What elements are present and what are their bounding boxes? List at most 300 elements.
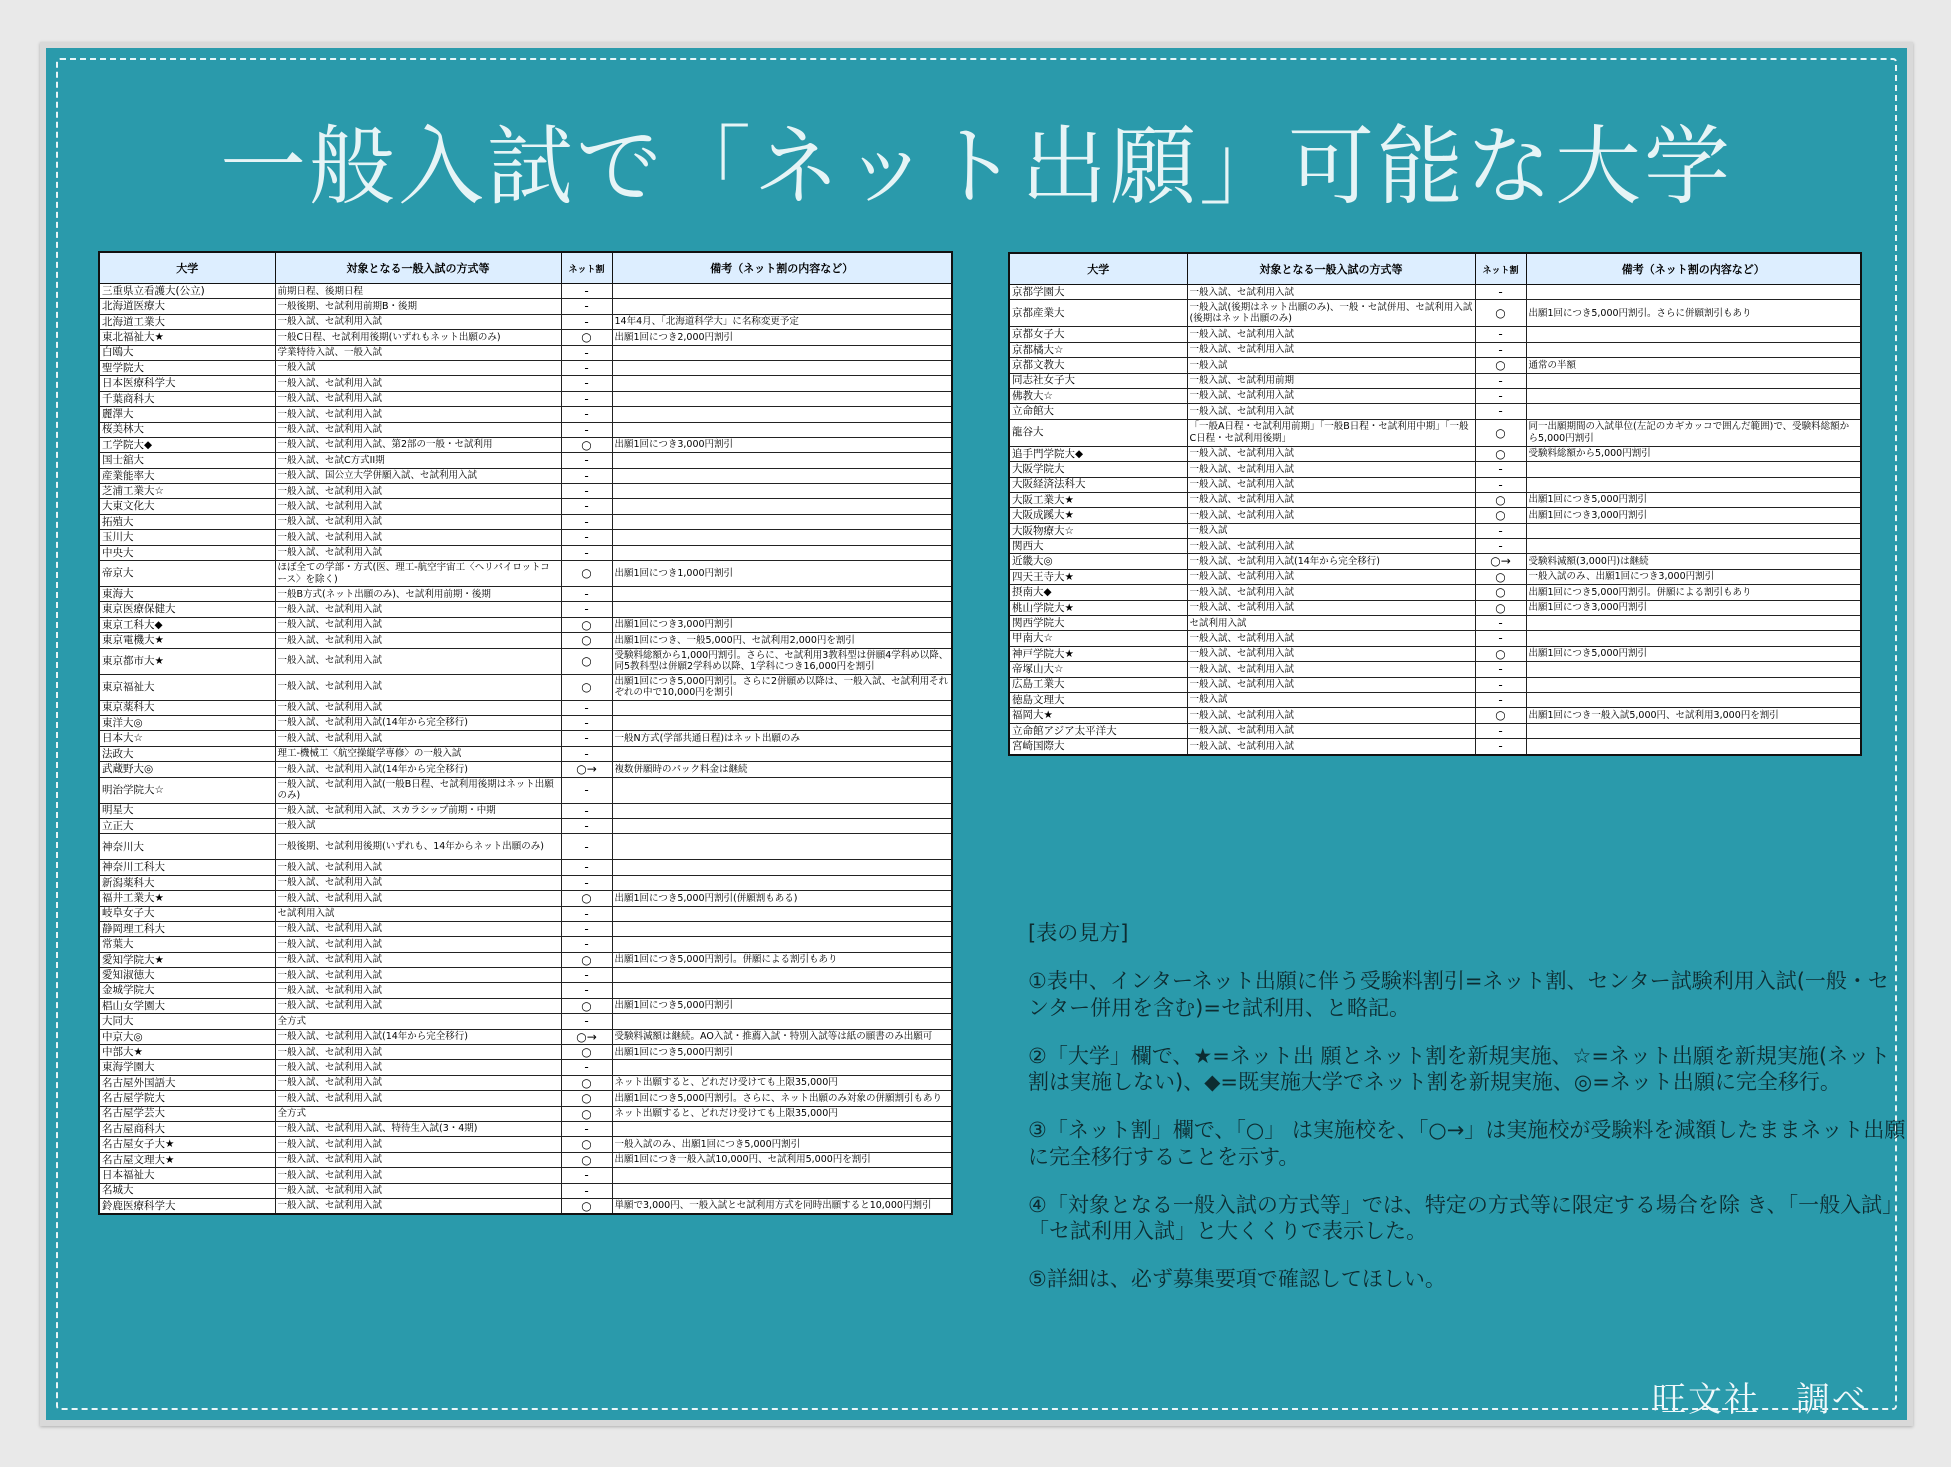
table-row — [99, 376, 952, 391]
remarks-cell — [612, 602, 952, 617]
university-cell: 名古屋文理大★ — [99, 1152, 275, 1167]
university-cell: 北海道工業大 — [99, 314, 275, 329]
university-cell: 関西大 — [1009, 539, 1187, 554]
remarks-cell — [612, 860, 952, 875]
remarks-cell — [612, 514, 952, 529]
method-cell: 一般入試、セ試利用入試 — [275, 700, 561, 715]
remarks-cell — [1526, 327, 1861, 342]
university-cell: 愛知淑徳大 — [99, 968, 275, 983]
header-net-discount: ネット割 — [1475, 253, 1526, 285]
remarks-cell — [1526, 462, 1861, 477]
net-discount-cell: ○ — [1475, 569, 1526, 584]
table-row — [1009, 708, 1861, 723]
university-cell: 法政大 — [99, 746, 275, 761]
net-discount-cell: - — [561, 700, 612, 715]
university-cell: 東洋大◎ — [99, 715, 275, 730]
remarks-cell — [612, 1014, 952, 1029]
net-discount-cell: - — [1475, 523, 1526, 538]
net-discount-cell: - — [561, 1183, 612, 1198]
table-row — [1009, 723, 1861, 738]
table-row — [99, 983, 952, 998]
university-cell: 東京工科大◆ — [99, 617, 275, 632]
net-discount-cell: ○→ — [1475, 554, 1526, 569]
net-discount-cell: ○ — [561, 330, 612, 345]
remarks-cell: 受験料減額は継続。AO入試・推薦入試・特別入試等は紙の願書のみ出願可 — [612, 1029, 952, 1044]
university-cell: 神奈川大 — [99, 834, 275, 860]
net-discount-cell: - — [561, 715, 612, 730]
remarks-cell: 一般N方式(学部共通日程)はネット出願のみ — [612, 731, 952, 746]
university-cell: 名古屋学院大 — [99, 1091, 275, 1106]
note-1: ①表中、インターネット出願に伴う受験料割引=ネット割、センター試験利用入試(一般・センター併用を含む)=セ試利用、と略記。 — [1028, 969, 1889, 1020]
table-row — [1009, 373, 1861, 388]
net-discount-cell: ○ — [561, 1137, 612, 1152]
table-row — [99, 777, 952, 803]
note-4: ④「対象となる一般入試の方式等」では、特定の方式等に限定する場合を除 き、「一般入試」「セ試利用入試」と大くくりで表示した。 — [1028, 1192, 1904, 1243]
table-row — [99, 484, 952, 499]
remarks-cell — [612, 360, 952, 375]
net-discount-cell: ○ — [561, 1106, 612, 1121]
university-cell: 金城学院大 — [99, 983, 275, 998]
table-row — [99, 1075, 952, 1090]
net-discount-cell: - — [561, 746, 612, 761]
net-discount-cell: - — [561, 391, 612, 406]
university-cell: 神奈川工科大 — [99, 860, 275, 875]
method-cell: 一般入試、セ試利用入試 — [275, 1075, 561, 1090]
remarks-cell — [612, 834, 952, 860]
university-cell: 武蔵野大◎ — [99, 762, 275, 777]
method-cell: 一般後期、セ試利用前期B・後期 — [275, 299, 561, 314]
remarks-cell — [612, 499, 952, 514]
table-row — [1009, 508, 1861, 523]
remarks-cell: 同一出願期間の入試単位(左記のカギカッコで囲んだ範囲)で、受験料総額から5,000円割引 — [1526, 419, 1861, 446]
table-row — [1009, 739, 1861, 755]
net-discount-cell: ○ — [561, 1152, 612, 1167]
university-cell: 拓殖大 — [99, 514, 275, 529]
university-cell: 椙山女学園大 — [99, 998, 275, 1013]
remarks-cell: 出願1回につき5,000円割引 — [612, 998, 952, 1013]
net-discount-cell: - — [561, 314, 612, 329]
university-cell: 桃山学院大★ — [1009, 600, 1187, 615]
table-row — [1009, 569, 1861, 584]
table-row — [99, 803, 952, 818]
university-cell: 京都橘大☆ — [1009, 342, 1187, 357]
remarks-cell: 通常の半額 — [1526, 358, 1861, 373]
university-cell: 大阪学院大 — [1009, 462, 1187, 477]
table-row — [1009, 477, 1861, 492]
remarks-cell — [612, 468, 952, 483]
method-cell: 一般入試、セ試利用入試 — [275, 422, 561, 437]
remarks-cell — [612, 937, 952, 952]
left-university-table — [98, 251, 953, 1215]
left-table-body — [99, 284, 952, 1215]
table-row — [99, 715, 952, 730]
table-row — [99, 1029, 952, 1044]
university-cell: 産業能率大 — [99, 468, 275, 483]
remarks-cell — [612, 921, 952, 936]
table-row — [99, 937, 952, 952]
table-row — [99, 906, 952, 921]
method-cell: 一般入試、セ試利用入試 — [1187, 462, 1475, 477]
university-cell: 東北福祉大★ — [99, 330, 275, 345]
university-cell: 芝浦工業大☆ — [99, 484, 275, 499]
table-row — [1009, 554, 1861, 569]
header-university: 大学 — [1009, 253, 1187, 285]
net-discount-cell: - — [1475, 327, 1526, 342]
university-cell: 名古屋女子大★ — [99, 1137, 275, 1152]
net-discount-cell: ○ — [561, 1075, 612, 1090]
net-discount-cell: ○ — [1475, 492, 1526, 507]
university-cell: 宮崎国際大 — [1009, 739, 1187, 755]
university-cell: 神戸学院大★ — [1009, 646, 1187, 661]
method-cell: 一般入試、セ試利用入試 — [275, 860, 561, 875]
method-cell: 一般入試、セ試利用入試 — [275, 921, 561, 936]
university-cell: 日本大☆ — [99, 731, 275, 746]
table-row — [99, 453, 952, 468]
remarks-cell — [612, 715, 952, 730]
table-row — [99, 545, 952, 560]
net-discount-cell: ○ — [1475, 419, 1526, 446]
net-discount-cell: - — [1475, 723, 1526, 738]
net-discount-cell: - — [561, 731, 612, 746]
table-row — [1009, 446, 1861, 461]
remarks-cell: 出願1回につき3,000円割引 — [1526, 600, 1861, 615]
university-cell: 大東文化大 — [99, 499, 275, 514]
table-row — [1009, 585, 1861, 600]
remarks-cell — [612, 484, 952, 499]
remarks-cell: 出願1回につき5,000円割引。さらに、ネット出願のみ対象の併願割引もあり — [612, 1091, 952, 1106]
method-cell: 全方式 — [275, 1106, 561, 1121]
method-cell: 一般B方式(ネット出願のみ)、セ試利用前期・後期 — [275, 587, 561, 602]
remarks-cell: 出願1回につき一般入試10,000円、セ試利用5,000円を割引 — [612, 1152, 952, 1167]
remarks-cell — [1526, 539, 1861, 554]
remarks-cell — [612, 407, 952, 422]
method-cell: 一般入試、セ試利用入試、特待生入試(3・4期) — [275, 1121, 561, 1136]
remarks-cell — [612, 746, 952, 761]
table-row — [99, 514, 952, 529]
table-row — [99, 1091, 952, 1106]
table-row — [99, 314, 952, 329]
table-row — [99, 587, 952, 602]
remarks-cell — [1526, 723, 1861, 738]
table-row — [99, 875, 952, 890]
remarks-cell — [612, 345, 952, 360]
university-cell: 桜美林大 — [99, 422, 275, 437]
method-cell: 前期日程、後期日程 — [275, 284, 561, 299]
method-cell: 一般入試、セ試利用入試 — [1187, 600, 1475, 615]
net-discount-cell: - — [561, 1121, 612, 1136]
university-cell: 東京都市大★ — [99, 648, 275, 674]
net-discount-cell: - — [561, 777, 612, 803]
net-discount-cell: ○ — [1475, 600, 1526, 615]
header-remarks: 備考（ネット割の内容など） — [1526, 253, 1861, 285]
remarks-cell — [612, 803, 952, 818]
table-row — [1009, 677, 1861, 692]
university-cell: 中央大 — [99, 545, 275, 560]
net-discount-cell: - — [561, 983, 612, 998]
table-row — [99, 674, 952, 700]
table-row — [99, 468, 952, 483]
method-cell: 一般入試、セ試利用入試 — [275, 314, 561, 329]
method-cell: 一般入試、セ試利用入試 — [1187, 477, 1475, 492]
table-row — [99, 330, 952, 345]
poster-title: 一般入試で「ネット出願」可能な大学 — [220, 117, 1733, 217]
net-discount-cell: ○ — [561, 617, 612, 632]
net-discount-cell: - — [561, 299, 612, 314]
table-header-row — [1009, 253, 1861, 285]
net-discount-cell: - — [561, 968, 612, 983]
university-cell: 甲南大☆ — [1009, 631, 1187, 646]
remarks-cell — [612, 284, 952, 299]
table-row — [99, 1014, 952, 1029]
remarks-cell — [1526, 692, 1861, 707]
net-discount-cell: - — [561, 1060, 612, 1075]
method-cell: 一般入試、セ試利用入試 — [1187, 677, 1475, 692]
method-cell: 一般入試、セ試利用入試(14年から完全移行) — [1187, 554, 1475, 569]
method-cell: 一般入試、セ試利用入試 — [275, 937, 561, 952]
university-cell: 北海道医療大 — [99, 299, 275, 314]
method-cell: 一般入試、セ試利用入試 — [275, 1198, 561, 1214]
university-cell: 大阪経済法科大 — [1009, 477, 1187, 492]
university-cell: 中部大★ — [99, 1045, 275, 1060]
net-discount-cell: - — [1475, 539, 1526, 554]
net-discount-cell: - — [561, 921, 612, 936]
net-discount-cell: ○→ — [561, 762, 612, 777]
table-row — [1009, 662, 1861, 677]
university-cell: 聖学院大 — [99, 360, 275, 375]
net-discount-cell: - — [1475, 462, 1526, 477]
method-cell: 一般入試、セ試利用入試 — [1187, 327, 1475, 342]
university-cell: 千葉商科大 — [99, 391, 275, 406]
university-cell: 同志社女子大 — [1009, 373, 1187, 388]
net-discount-cell: ○ — [561, 1198, 612, 1214]
method-cell: 一般入試、セ試利用入試、スカラシップ前期・中期 — [275, 803, 561, 818]
net-discount-cell: - — [1475, 739, 1526, 755]
university-cell: 徳島文理大 — [1009, 692, 1187, 707]
remarks-cell: 一般入試のみ、出願1回につき3,000円割引 — [1526, 569, 1861, 584]
method-cell: 一般入試 — [275, 818, 561, 833]
method-cell: 一般入試、セ試利用入試 — [275, 617, 561, 632]
method-cell: セ試利用入試 — [1187, 616, 1475, 631]
net-discount-cell: ○ — [1475, 585, 1526, 600]
remarks-cell — [612, 968, 952, 983]
net-discount-cell: - — [561, 1014, 612, 1029]
remarks-cell: 受験料減額(3,000円)は継続 — [1526, 554, 1861, 569]
note-3: ③「ネット割」欄で、「○」 は実施校を、「○→」は実施校が受験料を減額したままネット出願に完全移行することを示す。 — [1028, 1118, 1906, 1169]
net-discount-cell: - — [561, 1168, 612, 1183]
note-5: ⑤詳細は、必ず募集要項で確認してほしい。 — [1028, 1267, 1446, 1292]
university-cell: 近畿大◎ — [1009, 554, 1187, 569]
remarks-cell: 出願1回につき一般入試5,000円、セ試利用3,000円を割引 — [1526, 708, 1861, 723]
remarks-cell — [612, 422, 952, 437]
net-discount-cell: - — [561, 407, 612, 422]
table-row — [1009, 539, 1861, 554]
net-discount-cell: - — [561, 499, 612, 514]
remarks-cell — [612, 700, 952, 715]
net-discount-cell: - — [561, 376, 612, 391]
net-discount-cell: - — [1475, 388, 1526, 403]
net-discount-cell: - — [561, 453, 612, 468]
header-university: 大学 — [99, 252, 275, 284]
method-cell: 一般入試 — [1187, 358, 1475, 373]
table-row — [99, 891, 952, 906]
university-cell: 福岡大★ — [1009, 708, 1187, 723]
method-cell: 一般入試、セ試利用入試 — [275, 1168, 561, 1183]
university-cell: 四天王寺大★ — [1009, 569, 1187, 584]
university-cell: 立命館大 — [1009, 404, 1187, 419]
table-row — [99, 561, 952, 587]
remarks-cell: ネット出願すると、どれだけ受けても上限35,000円 — [612, 1106, 952, 1121]
net-discount-cell: - — [561, 345, 612, 360]
remarks-cell — [612, 1060, 952, 1075]
method-cell: 一般C日程、セ試利用後期(いずれもネット出願のみ) — [275, 330, 561, 345]
remarks-cell: 出願1回につき5,000円割引。併願による割引もあり — [1526, 585, 1861, 600]
note-2: ②「大学」欄で、★=ネット出 願とネット割を新規実施、☆=ネット出願を新規実施(ネット割は実施しない)、◆=既実施大学でネット割を新規実施、◎=ネット出願に完全移行。 — [1028, 1043, 1891, 1094]
university-cell: 名城大 — [99, 1183, 275, 1198]
university-cell: 広島工業大 — [1009, 677, 1187, 692]
method-cell: 一般入試、セ試利用入試 — [1187, 723, 1475, 738]
net-discount-cell: - — [1475, 342, 1526, 357]
table-row — [99, 299, 952, 314]
table-row — [99, 1137, 952, 1152]
method-cell: 一般入試、セ試利用入試 — [275, 499, 561, 514]
remarks-cell — [612, 1121, 952, 1136]
method-cell: 一般入試、セ試利用入試 — [275, 674, 561, 700]
method-cell: 一般入試、セ試利用入試 — [1187, 388, 1475, 403]
method-cell: 一般入試、セ試利用入試 — [275, 968, 561, 983]
university-cell: 大阪物療大☆ — [1009, 523, 1187, 538]
remarks-cell: 単願で3,000円、一般入試とセ試利用方式を同時出願すると10,000円割引 — [612, 1198, 952, 1214]
remarks-cell: 出願1回につき5,000円割引。さらに2併願め以降は、一般入試、セ試利用それぞれの中で10,000円を割引 — [612, 674, 952, 700]
method-cell: 一般入試、セ試利用入試 — [275, 1137, 561, 1152]
table-row — [99, 921, 952, 936]
method-cell: 一般入試、セ試利用入試 — [1187, 631, 1475, 646]
table-row — [1009, 523, 1861, 538]
remarks-cell — [612, 1168, 952, 1183]
remarks-cell: 出願1回につき5,000円割引(併願割もある) — [612, 891, 952, 906]
table-row — [99, 968, 952, 983]
method-cell: 一般入試、セ試利用入試 — [1187, 569, 1475, 584]
table-row — [99, 818, 952, 833]
university-cell: 新潟薬科大 — [99, 875, 275, 890]
university-cell: 名古屋商科大 — [99, 1121, 275, 1136]
table-row — [99, 998, 952, 1013]
university-cell: 鈴鹿医療科学大 — [99, 1198, 275, 1214]
table-row — [99, 1183, 952, 1198]
remarks-cell: 出願1回につき5,000円割引 — [612, 1045, 952, 1060]
table-row — [99, 1121, 952, 1136]
method-cell: 一般入試、セ試利用入試 — [1187, 708, 1475, 723]
university-cell: 佛教大☆ — [1009, 388, 1187, 403]
university-cell: 日本福祉大 — [99, 1168, 275, 1183]
university-cell: 大阪工業大★ — [1009, 492, 1187, 507]
university-cell: 東海大 — [99, 587, 275, 602]
net-discount-cell: - — [1475, 692, 1526, 707]
method-cell: 一般入試、セ試利用入試(14年から完全移行) — [275, 1029, 561, 1044]
net-discount-cell: ○ — [1475, 708, 1526, 723]
university-cell: 帝京大 — [99, 561, 275, 587]
university-cell: 大同大 — [99, 1014, 275, 1029]
university-cell: 東海学園大 — [99, 1060, 275, 1075]
table-row — [99, 746, 952, 761]
method-cell: 一般入試、セ試利用入試 — [1187, 404, 1475, 419]
method-cell: 学業特待入試、一般入試 — [275, 345, 561, 360]
table-row — [1009, 462, 1861, 477]
remarks-cell: 出願1回につき3,000円割引 — [612, 437, 952, 452]
net-discount-cell: ○ — [561, 561, 612, 587]
remarks-cell: ネット出願すると、どれだけ受けても上限35,000円 — [612, 1075, 952, 1090]
net-discount-cell: - — [561, 514, 612, 529]
table-row — [99, 762, 952, 777]
table-row — [1009, 285, 1861, 300]
method-cell: 一般入試、セ試利用入試 — [275, 983, 561, 998]
remarks-cell: 出願1回につき、一般5,000円、セ試利用2,000円を割引 — [612, 633, 952, 648]
table-row — [99, 499, 952, 514]
method-cell: 一般入試、セ試利用入試 — [275, 1091, 561, 1106]
method-cell: 一般入試、セ試利用入試 — [275, 407, 561, 422]
remarks-cell: 14年4月、「北海道科学大」に名称変更予定 — [612, 314, 952, 329]
net-discount-cell: - — [561, 937, 612, 952]
right-university-table — [1008, 252, 1862, 756]
university-cell: 岐阜女子大 — [99, 906, 275, 921]
net-discount-cell: ○ — [561, 648, 612, 674]
remarks-cell: 出願1回につき5,000円割引。併願による割引もあり — [612, 952, 952, 967]
method-cell: 一般入試、セ試利用入試 — [275, 514, 561, 529]
method-cell: 一般入試、セ試利用入試 — [1187, 492, 1475, 507]
table-row — [1009, 404, 1861, 419]
remarks-cell: 受験料総額から5,000円割引 — [1526, 446, 1861, 461]
table-row — [99, 530, 952, 545]
net-discount-cell: ○ — [1475, 508, 1526, 523]
method-cell: 一般後期、セ試利用後期(いずれも、14年からネット出願のみ) — [275, 834, 561, 860]
net-discount-cell: - — [1475, 404, 1526, 419]
method-cell: 一般入試、セ試利用入試 — [1187, 285, 1475, 300]
table-row — [99, 633, 952, 648]
university-cell: 日本医療科学大 — [99, 376, 275, 391]
table-row — [1009, 600, 1861, 615]
university-cell: 中京大◎ — [99, 1029, 275, 1044]
university-cell: 追手門学院大◆ — [1009, 446, 1187, 461]
table-row — [1009, 646, 1861, 661]
method-cell: 一般入試(後期はネット出願のみ)、一般・セ試併用、セ試利用入試(後期はネット出願のみ) — [1187, 300, 1475, 327]
remarks-cell — [1526, 616, 1861, 631]
remarks-cell: 出願1回につき2,000円割引 — [612, 330, 952, 345]
net-discount-cell: ○ — [561, 891, 612, 906]
net-discount-cell: - — [1475, 677, 1526, 692]
university-cell: 京都産業大 — [1009, 300, 1187, 327]
method-cell: 一般入試、セ試利用入試 — [275, 530, 561, 545]
remarks-cell — [1526, 373, 1861, 388]
remarks-cell — [612, 1183, 952, 1198]
net-discount-cell: ○ — [561, 437, 612, 452]
method-cell: 一般入試、セ試利用入試 — [1187, 508, 1475, 523]
table-row — [99, 422, 952, 437]
legend-notes — [1028, 920, 1908, 1315]
method-cell: 一般入試、セ試利用前期 — [1187, 373, 1475, 388]
university-cell: 龍谷大 — [1009, 419, 1187, 446]
remarks-cell — [612, 453, 952, 468]
poster-board — [40, 42, 1913, 1426]
method-cell: 一般入試、セ試利用入試 — [275, 952, 561, 967]
university-cell: 工学院大◆ — [99, 437, 275, 452]
university-cell: 愛知学院大★ — [99, 952, 275, 967]
net-discount-cell: ○ — [561, 1091, 612, 1106]
net-discount-cell: - — [561, 818, 612, 833]
remarks-cell — [1526, 285, 1861, 300]
method-cell: 一般入試、セ試利用入試 — [275, 602, 561, 617]
method-cell: 一般入試、セ試利用入試 — [1187, 539, 1475, 554]
table-row — [99, 834, 952, 860]
method-cell: 一般入試、セ試利用入試 — [1187, 342, 1475, 357]
